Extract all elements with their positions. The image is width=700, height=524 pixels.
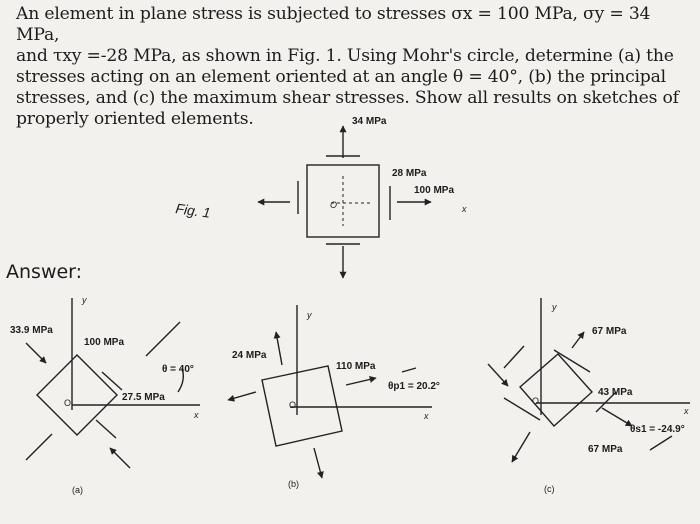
part-a-sigma-arrow-4 <box>26 434 52 460</box>
part-c-label: (c) <box>544 484 555 494</box>
problem-line-2: and τxy =-28 MPa, as shown in Fig. 1. Using Mohr's circle, determine (a) the <box>16 46 674 66</box>
fig1-caption: Fig. 1 <box>174 200 212 221</box>
fig1-x-label: x <box>462 204 467 214</box>
part-b-origin: O <box>289 400 297 410</box>
part-b-sigma1-left <box>228 392 256 400</box>
part-a-shear: 27.5 MPa <box>122 392 165 403</box>
part-a-theta: θ = 40° <box>162 364 194 375</box>
fig1-tau-label: 28 MPa <box>392 168 427 179</box>
fig1-origin-label: O <box>330 200 338 210</box>
part-c-theta: θs1 = -24.9° <box>630 424 685 435</box>
part-a-shear-1 <box>102 372 122 390</box>
part-b-sigma1: 110 MPa <box>336 361 376 372</box>
part-a-sigma-arrow-2 <box>110 448 130 468</box>
part-c-x-label: x <box>684 406 689 416</box>
problem-line-1: An element in plane stress is subjected to stresses σx = 100 MPa, σy = 34 MPa, <box>16 4 651 45</box>
problem-line-3: stresses acting on an element oriented at an angle θ = 40°, (b) the principal <box>16 67 666 87</box>
part-b-sigma2: 24 MPa <box>232 350 267 361</box>
part-c-tau-top: 67 MPa <box>592 326 627 337</box>
problem-line-5: properly oriented elements. <box>16 109 254 129</box>
fig1-element <box>258 126 431 278</box>
part-b-principal-dir <box>402 368 416 372</box>
part-a-stress1: 33.9 MPa <box>10 325 53 336</box>
part-a-stress2: 100 MPa <box>84 337 125 348</box>
part-b-label: (b) <box>288 479 299 489</box>
problem-line-4: stresses, and (c) the maximum shear stresses. Show all results on sketches of <box>16 88 679 108</box>
part-a-label: (a) <box>72 485 83 495</box>
part-b-theta: θp1 = 20.2° <box>388 381 440 392</box>
part-c-normal-ur <box>572 332 584 348</box>
part-c-normal-ll <box>512 432 530 462</box>
answer-label: Answer: <box>6 261 83 283</box>
part-b-y-label: y <box>307 310 312 320</box>
fig1-sigma-x-label: 100 MPa <box>414 185 455 196</box>
part-a-x-label: x <box>194 410 199 420</box>
part-c-shear-ul <box>504 346 524 368</box>
part-c-normal-lr <box>602 408 632 426</box>
part-c-rotated-square <box>520 354 592 426</box>
part-a-origin: O <box>64 398 72 408</box>
part-c-y-label: y <box>552 302 557 312</box>
part-a-rotated-square <box>37 355 117 435</box>
part-a-shear-2 <box>96 420 116 438</box>
part-a-element <box>26 298 200 468</box>
part-c-max-shear-dir <box>650 436 672 450</box>
fig1-sigma-y-label: 34 MPa <box>352 116 387 127</box>
part-c-sigma-avg: 43 MPa <box>598 387 633 398</box>
part-a-y-label: y <box>82 295 87 305</box>
part-b-sigma2-top <box>276 332 282 365</box>
part-c-element <box>488 298 690 462</box>
part-b-sigma1-right <box>346 378 376 385</box>
part-b-sigma2-bottom <box>314 448 322 478</box>
part-b-x-label: x <box>424 411 429 421</box>
part-b-rotated-square <box>262 366 342 446</box>
part-a-sigma-arrow-3 <box>146 322 180 356</box>
part-c-tau-bottom: 67 MPa <box>588 444 623 455</box>
part-a-sigma-arrow-1 <box>26 343 46 363</box>
part-c-origin: O <box>532 396 540 406</box>
